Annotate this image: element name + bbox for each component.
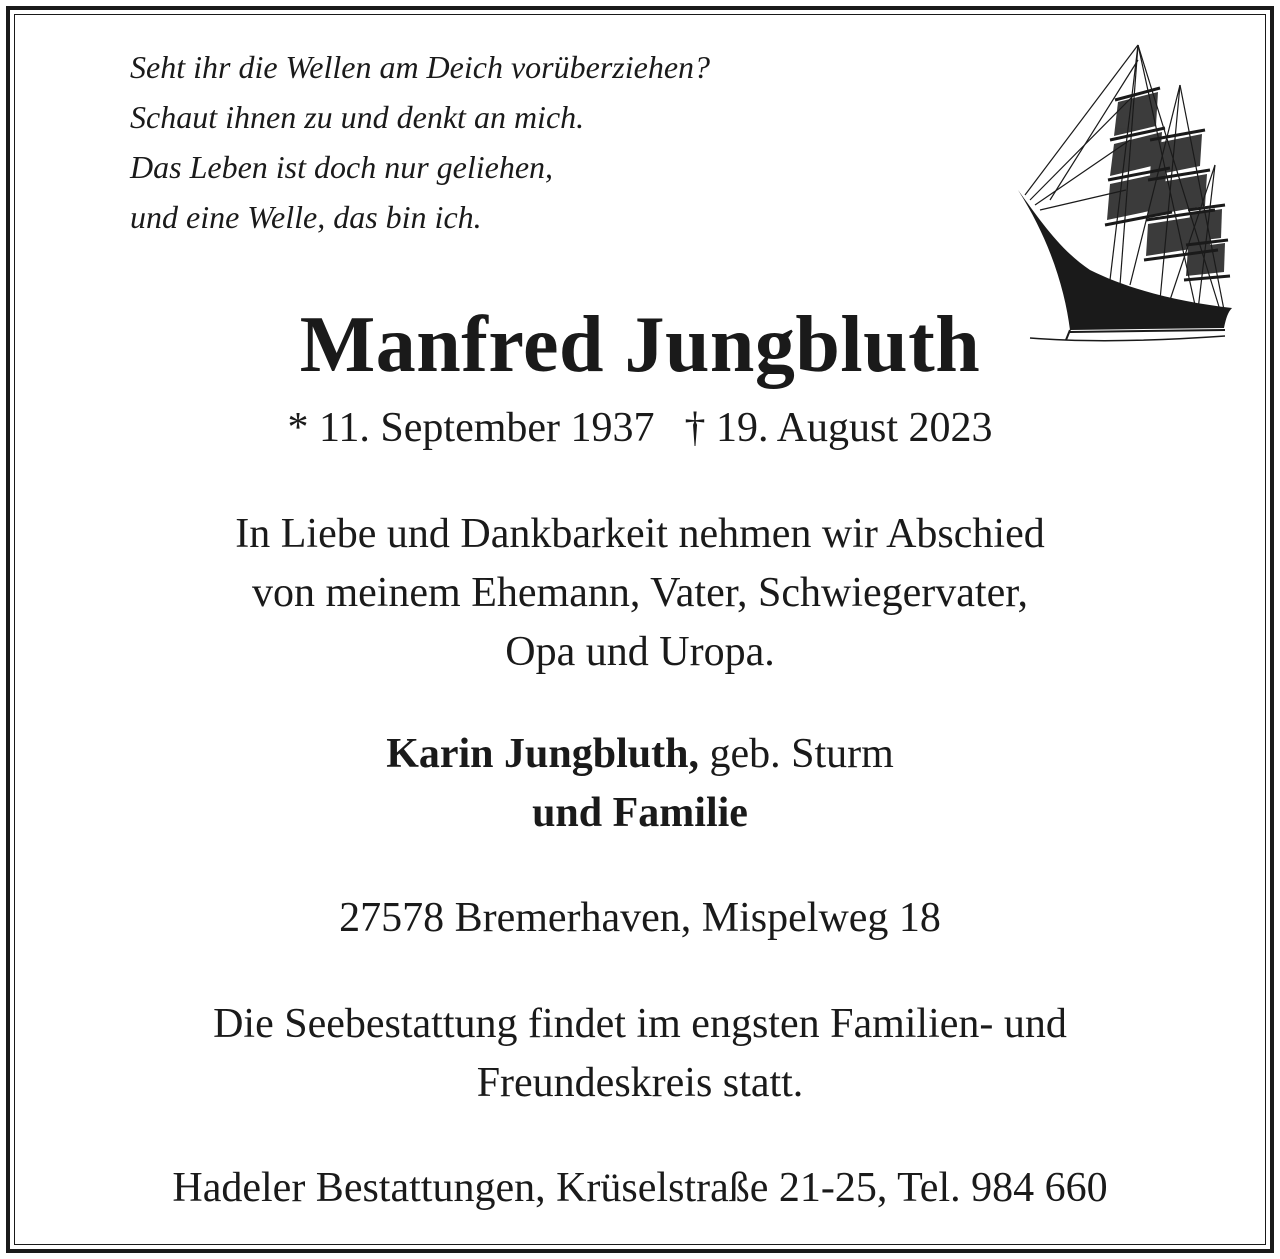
poem	[130, 42, 710, 242]
farewell-message	[0, 505, 1280, 682]
message-line: von meinem Ehemann, Vater, Schwiegervater,	[251, 570, 1029, 616]
poem-line: Seht ihr die Wellen am Deich vorüberziehen?	[130, 49, 711, 85]
family-label: und Familie	[532, 790, 748, 836]
death-date: † 19. August 2023	[684, 405, 993, 451]
maiden-name: geb. Sturm	[698, 731, 894, 777]
message-line: In Liebe und Dankbarkeit nehmen wir Abschied	[235, 511, 1045, 557]
poem-line: Schaut ihnen zu und denkt an mich.	[130, 99, 585, 135]
poem-line: und eine Welle, das bin ich.	[130, 199, 482, 235]
undertaker-info: Hadeler Bestattungen, Krüselstraße 21-25, Tel. 984 660	[172, 1165, 1108, 1211]
burial-line: Freundeskreis statt.	[476, 1060, 804, 1106]
mourner-line	[0, 725, 1280, 784]
message-line: Opa und Uropa.	[505, 629, 775, 675]
mourner-name: Karin Jungbluth,	[386, 731, 699, 777]
birth-date: * 11. September 1937	[287, 405, 655, 451]
burial-line: Die Seebestattung findet im engsten Familien- und	[213, 1001, 1067, 1047]
family-line	[0, 784, 1280, 843]
poem-line: Das Leben ist doch nur geliehen,	[130, 149, 554, 185]
deceased-name: Manfred Jungbluth	[299, 301, 981, 389]
life-dates	[0, 398, 1280, 458]
mourners	[0, 725, 1280, 843]
address: 27578 Bremerhaven, Mispelweg 18	[339, 895, 941, 941]
burial-notice	[0, 995, 1280, 1113]
